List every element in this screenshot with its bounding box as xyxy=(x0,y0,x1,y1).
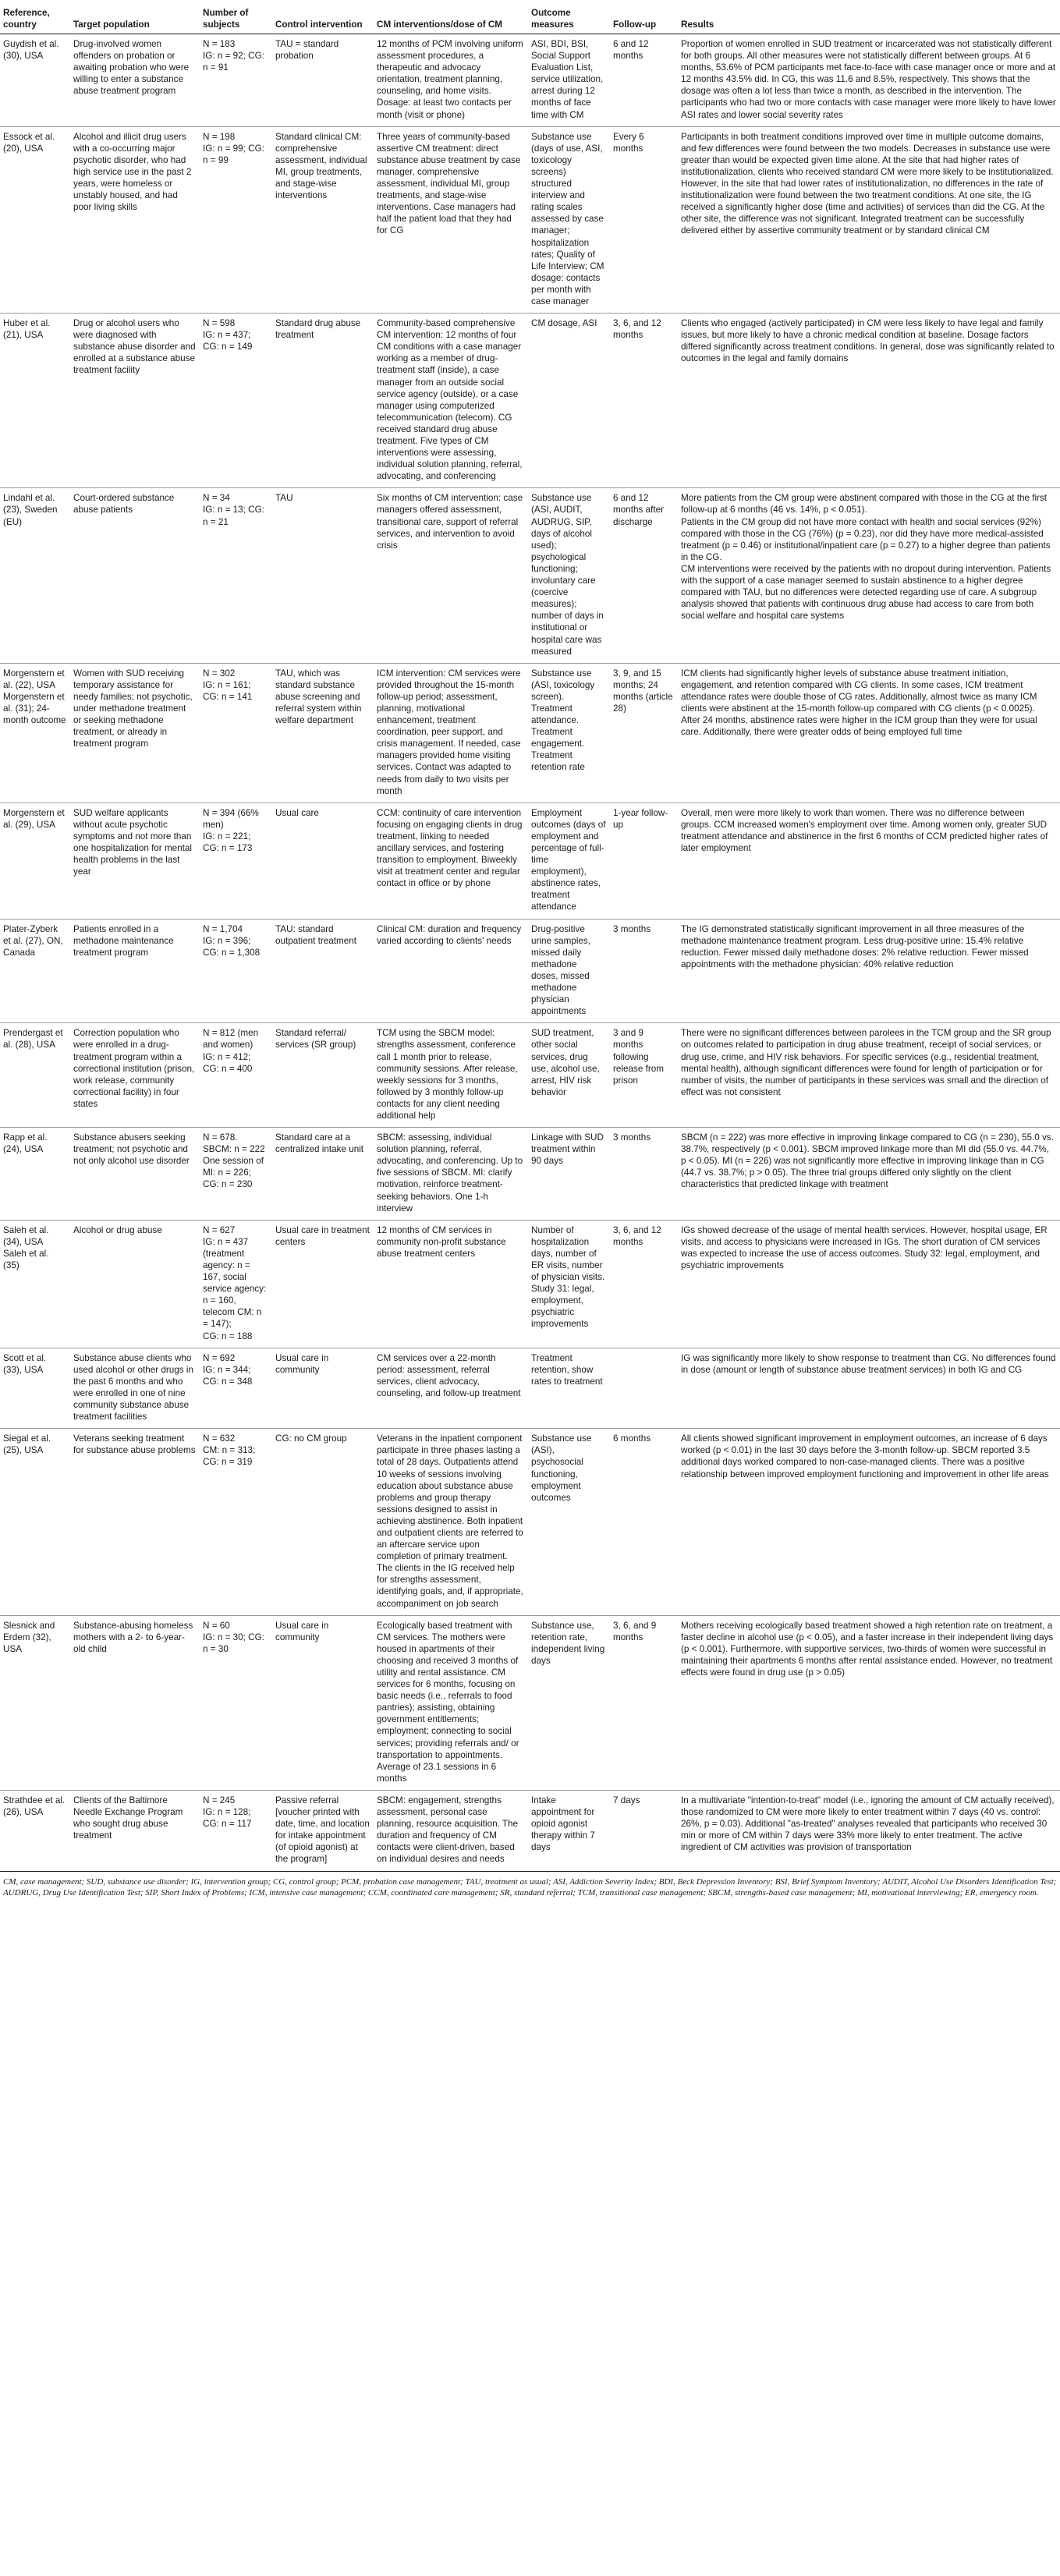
cell-outcome-measures: Substance use (days of use, ASI, toxicology screens) structured interview and rating scales assessed by case manager; hospitalization rates; Quality of Life Interview; CM dosage: contacts per month with case manager xyxy=(528,126,610,313)
cell-number-of-subjects-line: N = 198 xyxy=(203,131,236,142)
cell-control-intervention: Standard clinical CM: comprehensive assessment, individual MI, group treatments, and stage-wise interventions xyxy=(272,126,374,313)
cell-cm-interventions: CM services over a 22-month period: assessment, referral services, client advocacy, counseling, and follow-up treatment xyxy=(374,1348,528,1429)
cell-number-of-subjects-line: IG: n = 412; CG: n = 400 xyxy=(203,1051,253,1074)
cell-number-of-subjects-line: CG: n = 188 xyxy=(203,1331,253,1341)
cell-number-of-subjects-line: IG: n = 396; CG: n = 1,308 xyxy=(203,935,261,958)
cell-number-of-subjects-line: IG: n = 99; CG: n = 99 xyxy=(203,143,264,165)
cell-reference-line: Siegal et al. (25), USA xyxy=(3,1433,51,1456)
cell-number-of-subjects-line: IG: n = 161; CG: n = 141 xyxy=(203,679,253,702)
cell-results-line: Clients who engaged (actively participated) in CM were less likely to have legal and family issues, but more likely to have a chronic medical condition at baseline. Dosage factors differed significantly across treatment conditions. In general, dose was significantly related to outcomes in the legal and family domains xyxy=(681,318,1055,364)
cell-control-intervention: Standard care at a centralized intake unit xyxy=(272,1128,374,1221)
cell-target-population: Drug-involved women offenders on probation or awaiting probation who were willing to enter a substance abuse treatment program xyxy=(70,34,200,127)
cell-control-intervention: TAU, which was standard substance abuse screening and referral system within welfare department xyxy=(272,663,374,803)
cell-reference-line: Rapp et al. (24), USA xyxy=(3,1132,48,1155)
cell-results xyxy=(678,1128,1060,1221)
cell-cm-interventions: 12 months of PCM involving uniform assessment procedures, a therapeutic and advocacy orientation, treatment planning, counseling, and home visits. Dosage: at least two contacts per month (visit or phone) xyxy=(374,34,528,127)
cell-reference-line: Plater-Zyberk et al. (27), ON, Canada xyxy=(3,923,63,958)
cell-number-of-subjects-line: IG: n = 221; CG: n = 173 xyxy=(203,831,253,853)
table-row xyxy=(0,34,1060,127)
cell-number-of-subjects-line: N = 812 (men and women) xyxy=(203,1028,259,1051)
cell-results xyxy=(678,1220,1060,1348)
table-row xyxy=(0,488,1060,663)
cell-reference-line: Lindahl et al. (23), Sweden (EU) xyxy=(3,493,58,527)
cell-outcome-measures: ASI, BDI, BSI, Social Support Evaluation List, service utilization, arrest during 12 months of face time with CM xyxy=(528,34,610,127)
cell-outcome-measures: Substance use, retention rate, independent living days xyxy=(528,1615,610,1790)
cell-number-of-subjects xyxy=(200,803,272,919)
cell-number-of-subjects-line: N = 183 xyxy=(203,39,236,49)
table-body xyxy=(0,34,1060,1872)
cell-outcome-measures: SUD treatment, other social services, drug use, alcohol use, arrest, HIV risk behavior xyxy=(528,1023,610,1128)
cell-results xyxy=(678,1615,1060,1790)
header-control-intervention: Control intervention xyxy=(272,0,374,34)
cell-results xyxy=(678,1023,1060,1128)
table-row xyxy=(0,803,1060,919)
cell-reference xyxy=(0,488,70,663)
header-outcome-measures: Outcome measures xyxy=(528,0,610,34)
cell-cm-interventions: Community-based comprehensive CM intervention: 12 months of four CM conditions with a case manager working as a member of drug-treatment staff (inside), a case manager from an outside social service agency (outside), or a case manager using computerized telecommunication (telecom). CG received standard drug abuse treatment. Five types of CM interventions were assessing, individual solution planning, referral, advocating, and conferencing xyxy=(374,314,528,488)
cell-control-intervention: Standard drug abuse treatment xyxy=(272,314,374,488)
cell-reference xyxy=(0,1790,70,1871)
cell-number-of-subjects xyxy=(200,34,272,127)
cell-outcome-measures: Employment outcomes (days of employment and percentage of full-time employment), abstinence rates, treatment attendance xyxy=(528,803,610,919)
cell-reference xyxy=(0,1220,70,1348)
table-row xyxy=(0,1429,1060,1615)
cell-target-population: Veterans seeking treatment for substance abuse problems xyxy=(70,1429,200,1615)
cell-results xyxy=(678,1429,1060,1615)
cell-reference-line: Morgenstern et al. (22), USA xyxy=(3,668,65,690)
cell-follow-up: 3 months xyxy=(610,1128,678,1221)
cell-cm-interventions: SBCM: assessing, individual solution planning, referral, advocating, and conferencing. Up to five sessions of SBCM. MI: clarify motivation, reinforce treatment-seeking behaviors. One 1-h interview xyxy=(374,1128,528,1221)
table-row xyxy=(0,314,1060,488)
cell-cm-interventions: Three years of community-based assertive CM treatment: direct substance abuse treatment by case manager, comprehensive assessment, individual MI, group treatments, and stage-wise interventions. Case managers had half the patient load that they had for CG xyxy=(374,126,528,313)
header-follow-up: Follow-up xyxy=(610,0,678,34)
cell-control-intervention: Usual care in treatment centers xyxy=(272,1220,374,1348)
cell-reference-line: Saleh et al. (34), USA xyxy=(3,1224,49,1247)
cell-results-line: CM interventions were received by the patients with no dropout during intervention. Patients with the support of a case manager seemed to sustain abstinence to a higher degree compared with TAU, but no differences were detected regarding use of care. A subgroup analysis showed that patients with continuous drug abuse had access to care from both social welfare and hospital care systems xyxy=(681,563,1051,622)
cell-number-of-subjects-line: N = 632 xyxy=(203,1433,236,1444)
cell-outcome-measures: Treatment retention, show rates to treatment xyxy=(528,1348,610,1429)
table-row xyxy=(0,1615,1060,1790)
cell-results-line: There were no significant differences between parolees in the TCM group and the SR group on outcomes related to participation in drug abuse treatment, receipt of social services, or drug use, crime, and HIV risk behaviors. For specific services (e.g., residential treatment, mental health), although significant differences were found for length of participation or for number of visits, the number of participants in these services was small and the direction of effect was not consistent xyxy=(681,1028,1051,1097)
cell-follow-up xyxy=(610,1348,678,1429)
cell-reference xyxy=(0,1348,70,1429)
cell-follow-up: Every 6 months xyxy=(610,126,678,313)
cell-results xyxy=(678,803,1060,919)
header-target-population: Target population xyxy=(70,0,200,34)
cell-target-population: Women with SUD receiving temporary assistance for needy families; not psychotic, under methadone treatment or seeking methadone treatment, or already in treatment program xyxy=(70,663,200,803)
cell-cm-interventions: ICM intervention: CM services were provided throughout the 15-month follow-up period; assessment, planning, motivational enhancement, treatment coordination, peer support, and crisis management. If needed, case managers provided home visiting services. Contact was adapted to needs from daily to two visits per month xyxy=(374,663,528,803)
cell-cm-interventions: TCM using the SBCM model: strengths assessment, conference call 1 month prior to release, community sessions. After release, weekly sessions for 3 months, followed by 3 monthly follow-up contacts for any client needing additional help xyxy=(374,1023,528,1128)
cell-number-of-subjects xyxy=(200,126,272,313)
cell-results xyxy=(678,34,1060,127)
cell-follow-up: 7 days xyxy=(610,1790,678,1871)
cell-control-intervention: CG: no CM group xyxy=(272,1429,374,1615)
cell-results-line: More patients from the CM group were abstinent compared with those in the CG at the first follow-up at 6 months (46 vs. 14%, p < 0.051). xyxy=(681,493,1048,516)
cell-number-of-subjects xyxy=(200,1220,272,1348)
cell-reference-line: Huber et al. (21), USA xyxy=(3,318,51,341)
cell-follow-up: 3, 6, and 12 months xyxy=(610,1220,678,1348)
cell-number-of-subjects xyxy=(200,663,272,803)
table-row xyxy=(0,1348,1060,1429)
cell-outcome-measures: Intake appointment for opioid agonist therapy within 7 days xyxy=(528,1790,610,1871)
cell-reference xyxy=(0,314,70,488)
cell-control-intervention: Passive referral [voucher printed with date, time, and location for intake appointment (of opioid agonist) at the program] xyxy=(272,1790,374,1871)
cell-reference-line: Slesnick and Erdem (32), USA xyxy=(3,1620,55,1654)
table-header xyxy=(0,0,1060,34)
cell-follow-up: 3, 9, and 15 months; 24 months (article 28) xyxy=(610,663,678,803)
cell-number-of-subjects-line: IG: n = 128; CG: n = 117 xyxy=(203,1807,252,1830)
cell-reference-line: Prendergast et al. (28), USA xyxy=(3,1028,63,1051)
cell-reference xyxy=(0,803,70,919)
cell-follow-up: 3, 6, and 12 months xyxy=(610,314,678,488)
cell-results-line: Overall, men were more likely to work than women. There was no difference between groups. CCM increased women's employment over time. Among women only, greater SUD treatment attendance and abstinence in the first 6 months of CCM predicted higher rates of later employment xyxy=(681,807,1048,853)
cell-number-of-subjects-line: N = 34 xyxy=(203,493,230,504)
cell-cm-interventions: Six months of CM intervention: case managers offered assessment, transitional care, support of referral services, and intervention to avoid crisis xyxy=(374,488,528,663)
header-results: Results xyxy=(678,0,1060,34)
cell-number-of-subjects xyxy=(200,314,272,488)
cell-outcome-measures: Number of hospitalization days, number of ER visits, number of physician visits. Study 31: legal, employment, psychiatric improvements xyxy=(528,1220,610,1348)
cell-control-intervention: Usual care xyxy=(272,803,374,919)
cell-number-of-subjects-line: One session of MI: n = 226; CG: n = 230 xyxy=(203,1156,264,1190)
cell-target-population: Alcohol and illicit drug users with a co-occurring major psychotic disorder, who had high service use in the past 2 years, were homeless or unstably housed, and had poor living skills xyxy=(70,126,200,313)
cell-number-of-subjects xyxy=(200,1429,272,1615)
cell-reference-line: Morgenstern et al. (31); 24-month outcome xyxy=(3,691,66,726)
cell-cm-interventions: Veterans in the inpatient component participate in three phases lasting a total of 28 days. Outpatients attend 10 weeks of sessions involving education about substance abuse problems and group therapy sessions designed to assist in achieving abstinence. Both inpatient and outpatient clients are referred to an aftercare service upon completion of primary treatment. The clients in the IG received help for strengths assessment, identifying goals, and, if appropriate, accompaniment on job search xyxy=(374,1429,528,1615)
cell-reference xyxy=(0,34,70,127)
cell-number-of-subjects-line: CM: n = 313; CG: n = 319 xyxy=(203,1445,256,1468)
cell-reference xyxy=(0,126,70,313)
cell-results xyxy=(678,919,1060,1023)
cell-target-population: Substance abuse clients who used alcohol or other drugs in the past 6 months and who were enrolled in one of nine community substance abuse treatment facilities xyxy=(70,1348,200,1429)
header-reference: Reference, country xyxy=(0,0,70,34)
cell-cm-interventions: Clinical CM: duration and frequency varied according to clients' needs xyxy=(374,919,528,1023)
cell-outcome-measures: Substance use (ASI, AUDIT, AUDRUG, SIP, days of alcohol used); psychological functioning; involuntary care (coercive measures); number of days in institutional or hospital care was measured xyxy=(528,488,610,663)
cell-number-of-subjects xyxy=(200,488,272,663)
cell-target-population: Correction population who were enrolled in a drug-treatment program within a correctional institution (prison, work release, community correctional facility) in four states xyxy=(70,1023,200,1128)
table-row xyxy=(0,663,1060,803)
cell-number-of-subjects-line: N = 60 xyxy=(203,1620,230,1631)
cell-follow-up: 6 and 12 months xyxy=(610,34,678,127)
cell-reference-line: Scott et al. (33), USA xyxy=(3,1352,47,1375)
cell-reference xyxy=(0,1429,70,1615)
cell-number-of-subjects xyxy=(200,1790,272,1871)
cell-number-of-subjects-line: N = 1,704 xyxy=(203,923,243,934)
cell-reference-line: Saleh et al. (35) xyxy=(3,1248,49,1270)
cell-number-of-subjects-line: IG: n = 437 (treatment agency: n = 167, social service agency: n = 160, telecom CM: n = 147); xyxy=(203,1236,267,1330)
cell-follow-up: 6 months xyxy=(610,1429,678,1615)
cell-control-intervention: TAU xyxy=(272,488,374,663)
cell-target-population: Clients of the Baltimore Needle Exchange Program who sought drug abuse treatment xyxy=(70,1790,200,1871)
cell-results-line: Proportion of women enrolled in SUD treatment or incarcerated was not statistically different for both groups. All other measures were not statistically different between groups. At 6 months, 53.6% of PCM participants met face-to-face with case manager once or more and at 12 months 43.5% did. In CG, this was 11.6 and 8.5%, respectively. This shows that the dosage was often a lot less than twice a month, as described in the intervention. The participants who had two or more contacts with case manager were more likely to have lower ASI rates and lower social severity rates xyxy=(681,39,1056,120)
cell-reference xyxy=(0,1128,70,1221)
cell-number-of-subjects xyxy=(200,1348,272,1429)
cell-control-intervention: Usual care in community xyxy=(272,1615,374,1790)
cell-follow-up: 3 months xyxy=(610,919,678,1023)
cell-number-of-subjects-line: N = 678. SBCM: n = 222 xyxy=(203,1132,265,1155)
cell-number-of-subjects-line: N = 692 xyxy=(203,1352,236,1363)
cell-cm-interventions: Ecologically based treatment with CM services. The mothers were housed in apartments of their choosing and received 3 months of utility and rental assistance. CM services for 6 months, focusing on basic needs (i.e., referrals to food pantries); assisting, obtaining government entitlements; employment; connecting to social services; providing referrals and/ or transportation to appointments. Average of 23.1 sessions in 6 months xyxy=(374,1615,528,1790)
cell-results-line: ICM clients had significantly higher levels of substance abuse treatment initiation, engagement, and retention compared with CG clients. In some cases, ICM treatment attendance rates were double those of CG rates. Additionally, almost twice as many ICM clients were abstinent at the 15-month follow-up compared with CG clients (p < 0.0025). After 24 months, abstinence rates were higher in the ICM group than they were for usual care. Additionally, there were greater odds of being employed full time xyxy=(681,668,1037,738)
cell-target-population: Substance abusers seeking treatment; not psychotic and not only alcohol use disorder xyxy=(70,1128,200,1221)
table-row xyxy=(0,126,1060,313)
cell-number-of-subjects-line: IG: n = 437; CG: n = 149 xyxy=(203,330,253,353)
cell-number-of-subjects-line: N = 598 xyxy=(203,318,236,329)
cell-number-of-subjects xyxy=(200,1615,272,1790)
cell-reference xyxy=(0,919,70,1023)
cell-reference-line: Strathdee et al. (26), USA xyxy=(3,1795,66,1818)
cell-results-line: IGs showed decrease of the usage of mental health services. However, hospital usage, ER visits, and access to physicians were increased in IGs. The short duration of CM services was expected to increase the use of access outcomes. Study 32: legal, employment, and psychiatric improvements xyxy=(681,1224,1048,1270)
cell-results-line: Mothers receiving ecologically based treatment showed a high retention rate on treatment, a faster decline in alcohol use (p < 0.05), and a faster increase in their independent living days (p < 0.001). Furthermore, with supportive services, two-thirds of women were successful in maintaining their apartments 6 months after rental assistance ended. However, no treatment effects were found in drug use (p > 0.05) xyxy=(681,1620,1054,1678)
header-row xyxy=(0,0,1060,34)
cell-results-line: All clients showed significant improvement in employment outcomes, an increase of 6 days worked (p < 0.01) in the last 30 days before the 3-month follow-up. SBCM reported 3.5 additional days worked compared to non-case-managed clients. There was a positive relationship between improved employment functioning and improvement in other life areas xyxy=(681,1433,1049,1479)
table-row xyxy=(0,1790,1060,1871)
cell-results-line: Participants in both treatment conditions improved over time in multiple outcome domains, and few differences were found between the two models. Decreases in substance use were greater than would be expected given time alone. At the site that had higher rates of institutionalization, clients who received standard CM were more likely to be institutionalized. However, in the site that had lower rates of institutionalization, no differences in the rate of institutionalization were found between the two treatment conditions. At one site, the IG received a significantly higher dose (time and activities) of services than did the CG. At the other site, the difference was not significant. Integrated treatment can be successfully delivered either by assertive community treatment or by standard clinical CM xyxy=(681,131,1054,236)
cell-cm-interventions: CCM: continuity of care intervention focusing on engaging clients in drug treatment, linking to needed ancillary services, and fostering transition to employment. Biweekly visit at treatment center and regular contact in office or by phone xyxy=(374,803,528,919)
table-row xyxy=(0,1220,1060,1348)
cell-number-of-subjects-line: N = 627 xyxy=(203,1224,236,1235)
cell-results xyxy=(678,126,1060,313)
cell-outcome-measures: CM dosage, ASI xyxy=(528,314,610,488)
cell-follow-up: 1-year follow-up xyxy=(610,803,678,919)
cell-number-of-subjects-line: IG: n = 344; CG: n = 348 xyxy=(203,1364,253,1387)
cell-results-line: IG was significantly more likely to show response to treatment than CG. No differences found in dose (amount or length of substance abuse treatment services) in both IG and CG xyxy=(681,1352,1056,1375)
cell-control-intervention: TAU = standard probation xyxy=(272,34,374,127)
cell-results xyxy=(678,488,1060,663)
cell-number-of-subjects-line: N = 394 (66% men) xyxy=(203,807,259,830)
cell-outcome-measures: Drug-positive urine samples, missed daily methadone doses, missed methadone physician appointments xyxy=(528,919,610,1023)
cell-target-population: Substance-abusing homeless mothers with a 2- to 6-year-old child xyxy=(70,1615,200,1790)
cell-outcome-measures: Substance use (ASI), psychosocial functioning, employment outcomes xyxy=(528,1429,610,1615)
cell-results-line: SBCM (n = 222) was more effective in improving linkage compared to CG (n = 230), 55.0 vs. 38.7%, respectively (p < 0.001). SBCM improved linkage more than MI did (55.0 vs. 44.7%, p < 0.05). MI (n = 226) was not significantly more effective in improving linkage than in CG (44.7 vs. 38.7%; p > 0.05). The three trial groups differed only slightly on the client characteristics that predicted linkage with treatment xyxy=(681,1132,1054,1190)
cell-results xyxy=(678,1790,1060,1871)
cell-outcome-measures: Substance use (ASI, toxicology screen). Treatment attendance. Treatment engagement. Treatment retention rate xyxy=(528,663,610,803)
cell-number-of-subjects xyxy=(200,1023,272,1128)
cell-follow-up: 3 and 9 months following release from prison xyxy=(610,1023,678,1128)
cell-target-population: SUD welfare applicants without acute psychotic symptoms and not more than one hospitalization for mental health problems in the last year xyxy=(70,803,200,919)
table-row xyxy=(0,919,1060,1023)
cell-reference xyxy=(0,1615,70,1790)
cell-target-population: Court-ordered substance abuse patients xyxy=(70,488,200,663)
cell-control-intervention: Standard referral/ services (SR group) xyxy=(272,1023,374,1128)
cell-control-intervention: Usual care in community xyxy=(272,1348,374,1429)
header-number-of-subjects: Number of subjects xyxy=(200,0,272,34)
cell-reference xyxy=(0,1023,70,1128)
cell-number-of-subjects xyxy=(200,1128,272,1221)
table-row xyxy=(0,1128,1060,1221)
cell-number-of-subjects xyxy=(200,919,272,1023)
cell-follow-up: 3, 6, and 9 months xyxy=(610,1615,678,1790)
cell-results-line: In a multivariate "intention-to-treat" model (i.e., ignoring the amount of CM actually received), those randomized to CM were more likely to enter treatment within 7 days (40 vs. control: 26%, p = 0.03). Additional "as-treated" analyses revealed that participants who received 30 min or more of CM within 7 days were 33% more likely to enter treatment. The active ingredient of CM activities was provision of transportation xyxy=(681,1795,1055,1853)
cell-results-line: The IG demonstrated statistically significant improvement in all three measures of the methadone maintenance treatment program. Less drug-positive urine: 15.4% relative reduction. Fewer missed daily methadone doses: 2% relative reduction. Fewer missed appointments with the methadone physician: 40% relative reduction xyxy=(681,923,1029,969)
cell-target-population: Drug or alcohol users who were diagnosed with substance abuse disorder and enrolled at a substance abuse treatment facility xyxy=(70,314,200,488)
table-footnote: CM, case management; SUD, substance use disorder; IG, intervention group; CG, control group; PCM, probation case management; TAU, treatment as usual; ASI, Addiction Severity Index; BDI, Beck Depression Inventory; BSI, Brief Symptom Inventory; AUDIT, Alcohol Use Disorders Identification Test; AUDRUG, Drug Use Identification Test; SIP, Short Index of Problems; ICM, intensive case management; CCM, coordinated care management; SR, standard referral; TCM, transitional case management; SBCM, strengths-based case management; MI, motivational interviewing; ER, emergency room. xyxy=(3,1876,1057,1897)
cell-target-population: Alcohol or drug abuse xyxy=(70,1220,200,1348)
cell-target-population: Patients enrolled in a methadone maintenance treatment program xyxy=(70,919,200,1023)
cell-cm-interventions: SBCM: engagement, strengths assessment, personal case planning, resource acquisition. The duration and frequency of CM contacts were client-driven, based on individual desires and needs xyxy=(374,1790,528,1871)
cell-control-intervention: TAU: standard outpatient treatment xyxy=(272,919,374,1023)
cell-number-of-subjects-line: IG: n = 92; CG: n = 91 xyxy=(203,51,264,73)
cell-reference-line: Morgenstern et al. (29), USA xyxy=(3,807,65,830)
cell-reference-line: Essock et al. (20), USA xyxy=(3,131,55,154)
cell-number-of-subjects-line: IG: n = 30; CG: n = 30 xyxy=(203,1632,264,1654)
cell-results-line: Patients in the CM group did not have more contact with health and social services (92%) compared with those in the CG (76%) (p = 0.23), nor did they have more medical-assisted treatment (p = 0.46) or institutional/inpatient care (p = 0.27) to a higher degree than patients in the CG. xyxy=(681,516,1051,562)
cell-reference-line: Guydish et al. (30), USA xyxy=(3,39,59,62)
cell-number-of-subjects-line: IG: n = 13; CG: n = 21 xyxy=(203,505,264,527)
cell-results xyxy=(678,314,1060,488)
cell-number-of-subjects-line: N = 245 xyxy=(203,1795,236,1805)
cell-cm-interventions: 12 months of CM services in community non-profit substance abuse treatment centers xyxy=(374,1220,528,1348)
table-row xyxy=(0,1023,1060,1128)
cell-reference xyxy=(0,663,70,803)
cell-follow-up: 6 and 12 months after discharge xyxy=(610,488,678,663)
header-cm-interventions: CM interventions/dose of CM xyxy=(374,0,528,34)
cell-results xyxy=(678,663,1060,803)
cell-results xyxy=(678,1348,1060,1429)
cell-outcome-measures: Linkage with SUD treatment within 90 days xyxy=(528,1128,610,1221)
cell-number-of-subjects-line: N = 302 xyxy=(203,668,236,679)
